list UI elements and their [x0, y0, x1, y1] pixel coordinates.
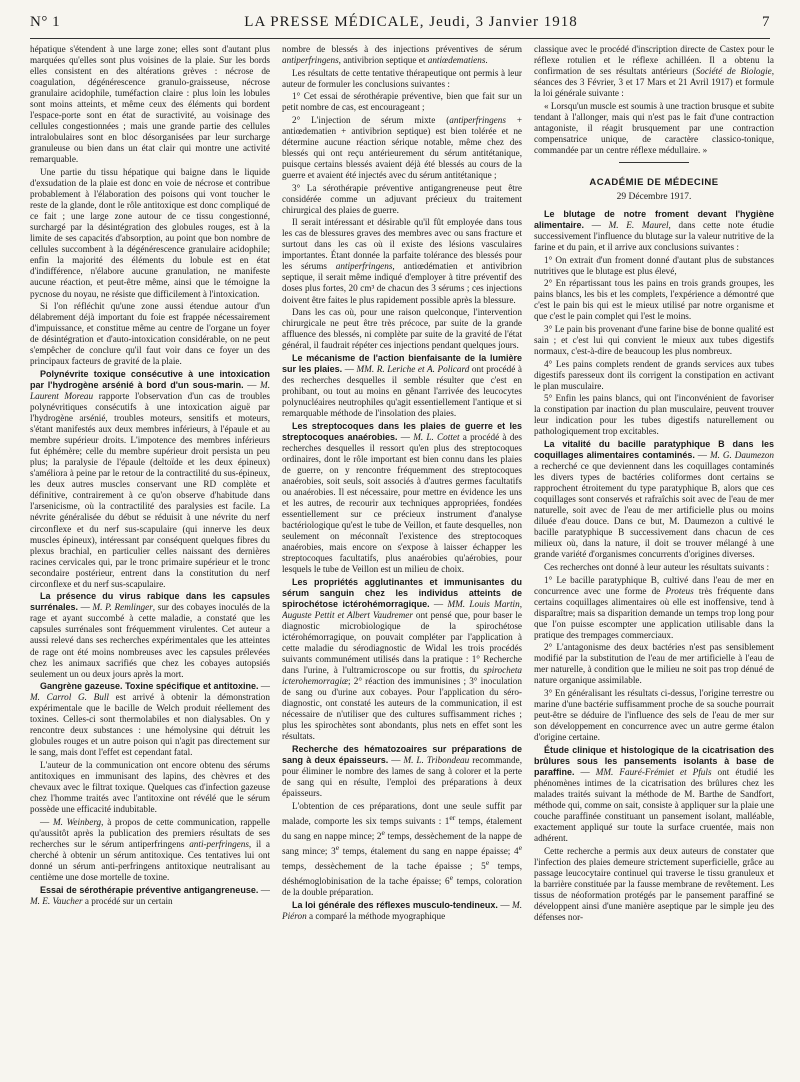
paragraph: L'auteur de la communication ont encore obtenu des sérums antitoxiques en immunisant des lapins, des chèvres et des chevaux avec le filtrat toxique. Quelques cas d'infection gazeuse chez l'homme traités avec l'antitoxine ont révélé que le sérum possède une efficacité indubitable. [30, 760, 270, 815]
column-3 [534, 44, 774, 1074]
column-3-top [534, 44, 774, 156]
paragraph: 2° L'injection de sérum mixte (antiperfringens + antiœdematien + antivibrion septique) est bien tolérée et ne détermine aucune réaction sérique notable, même chez des blessés qui ont reçu antérieurement du sérum antitétanique, puisque certains blessés avaient déjà été blessés au cours de la guerre et avaient été injectés avec du sérum antitétanique ; [282, 114, 522, 181]
page-number: 7 [762, 14, 770, 30]
paragraph: 1° Cet essai de sérothérapie préventive, bien que fait sur un petit nombre de cas, est encourageant ; [282, 91, 522, 113]
article-columns [30, 44, 775, 1074]
publication-title: LA PRESSE MÉDICALE, Jeudi, 3 Janvier 1918 [244, 14, 578, 30]
paragraph: Ces recherches ont donné à leur auteur les résultats suivants : [544, 562, 770, 573]
paragraph: La présence du virus rabique dans les capsules surrénales. — M. P. Remlinger, sur des cobayes inoculés de la rage et ayant succombé à cette maladie, a constaté que les capsules surrénales sont fréquemment virulentes. Cet auteur a aussi relevé dans ses recherches expérimentales que les atteintes de rage ont été moins nombreuses avec les capsules prélevées chez les animaux sacrifiés que chez les cobayes autopsiés seulement un ou deux jours après la mort. [30, 591, 270, 679]
paragraph: Polynévrite toxique consécutive à une intoxication par l'hydrogène arsénié à bord d'un sous-marin. — M. Laurent Moreau rapporte l'observation d'un cas de troubles polynévritiques consécutifs à une intoxication aiguë par l'hydrogène arsénié, troubles moteurs, sensitifs et moteurs, s'étant manifestés aux deux membres inférieurs, à l'épaule et au membre supérieur droits. L'impotence des membres inférieurs fut éphémère; celle du membre supérieur droit persista un peu plus; la paralysie de l'épaule (deltoïde et les deux épineux) s'améliora à peine par le retour de la contractilité du sus-épineux, les deux autres muscles conservant une RD complète et définitive, contrairement à ce qu'on observe d'habitude dans l'arsenicisme, où la contractilité des paralysies est facile. La névrite généralisée du début se réduisit à une névrite du nerf circonflexe et du nerf sus-scapulaire (qui innerve les deux muscles épineux), intéressant par conséquent quelques fibres du plexus brachial, en particulier celles naissant des dernières racines cervicales qui, par le tronc primaire supérieur et le tronc secondaire postérieur, entrent dans la constitution du nerf circonflexe et du nerf sus-scapulaire. [30, 368, 270, 589]
paragraph: 1° Le bacille paratyphique B, cultivé dans l'eau de mer en concurrence avec une forme de Proteus très fréquente dans certains coquillages alimentaires où elle est inoffensive, tend à disparaître; mais sa disparition demande un temps trop long pour que l'on puisse escompter une application utilisable dans la pratique des trempages commerciaux. [534, 574, 774, 640]
paragraph: hépatique s'étendent à une large zone; elles sont d'autant plus marquées qu'elles sont plus voisines de la plaie. Sur les bords elles consistent en des altérations grèves : nécrose de coagulation, dégénérescence granulo-graisseuse, nécrose granulaire acidophile, tuméfaction claire : plus loin les lobules sont moins atteints, et même ceux des éléments qui bordent l'espace-porte sont en état de suractivité, au voisinage des cellules congestionnées ; mais une grande partie des cellules intralobulaires sont en bloc désorganisées par leur surcharge granuleuse ou bien dans un état clair qui montre une activité remarquable. [30, 44, 270, 165]
column-2 [282, 44, 522, 1074]
paragraph: Gangrène gazeuse. Toxine spécifique et antitoxine. — M. Carrol G. Bull est arrivé à obtenir la démonstration expérimentale que le bacille de Welch produit réellement des toxines. Celles-ci sont thermolabiles et non dialysables. On y rencontre deux substances : une hémolysine qui détruit les globules rouges et un autre poison qui n'agit pas directement sur le sang, mais dont l'effet est cependant fatal. [30, 681, 270, 758]
section-date: 29 Décembre 1917. [616, 192, 692, 203]
paragraph: 3° La sérothérapie préventive antigangreneuse peut être considérée comme un adjuvant précieux du traitement chirurgical des plaies de guerre. [282, 182, 522, 215]
paragraph: 2° En répartissant tous les pains en trois grands groupes, les pains blancs, les bis et les complets, l'expérience a démontré que c'est le pain bis qui est le mieux utilisé par notre organisme et que c'est le pain complet qui l'est le moins. [534, 278, 774, 322]
paragraph: Les propriétés agglutinantes et immunisantes du sérum sanguin chez les individus atteints de spirochétose ictérohémorragique. — MM. Louis Martin, Auguste Pettit et Albert Vaudremer ont pensé que, pour baser le diagnostic microbiologique de la spirochétose ictérohémorragique, on pouvait compléter par l'application à cette maladie du sérodiagnostic de Widal les trois procédés suivants communément utilisés dans la pratique : 1° Recherche dans l'urine, à l'ultramicroscope ou sur frottis, du spirocheta icterohemorragiæ; 2° réaction des immunisines ; 3° inoculation de sang ou d'urine aux cobayes. Pour l'application du séro-diagnostic, ont constaté les auteurs de la communication, il est nécessaire de n'utiliser que des cultures suffisamment riches ; plus les spirochètes sont abondants, plus nets en effet sont les résultats. [282, 576, 522, 742]
issue-number: N° 1 [30, 14, 61, 30]
paragraph: L'obtention de ces préparations, dont une seule suffit par malade, comporte les six temps suivants : 1er temps, étalement du sang en nappe mince; 2e temps, dessèchement de la nappe de sang mince; 3e temps, étalement du sang en nappe épaisse; 4e temps, dessèchement de la tache épaisse ; 5e temps, déshémoglobinisation de la tache épaisse; 6e temps, coloration de la double préparation. [282, 800, 522, 898]
paragraph: 3° En généralisant les résultats ci-dessus, l'origine terrestre ou marine d'une bactérie suffisamment proche de sa souche pourrait peut-être se déduire de l'influence des sels de l'eau de mer sur son développement en concurrence avec un autre germe étalon d'origine certaine. [534, 688, 774, 743]
paragraph: Il serait intéressant et désirable qu'il fût employée dans tous les cas de blessures graves des membres avec ou sans fracture et surtout dans les cas où il existe des lésions vasculaires importantes. Étant donnée la parfaite tolérance des blessés pour les sérums antiperfringens, antiœdématien et antivibrion septique, il serait même indiqué d'employer à titre préventif des doses plus fortes, 20 cm³ de chacun des 3 sérums ; ces injections doivent être faites le plus rapidement possible après la blessure. [282, 217, 522, 305]
paragraph: Le blutage de notre froment devant l'hygiène alimentaire. — M. E. Maurel, dans cette note étudie successivement l'influence du blutage sur la valeur nutritive de la farine et du pain, et il arrive aux conclusions suivantes : [534, 209, 774, 253]
paragraph: 2° L'antagonisme des deux bactéries n'est pas sensiblement modifié par la substitution de l'eau de mer artificielle à l'eau de mer naturelle, à condition que le milieu ne soit pas trop dénué de nature organique assimilable. [534, 642, 774, 686]
paragraph: « Lorsqu'un muscle est soumis à une traction brusque et subite tendant à l'allonger, mais qui n'est pas le fait d'une contraction antagoniste, il réagit brusquement par une contraction compensatrice unique, de caractère classico-tonique, commandée par un centre réflexe médullaire. » [534, 100, 774, 155]
paragraph: Une partie du tissu hépatique qui baigne dans le liquide d'exsudation de la plaie est donc en voie de nécrose et contribue probablement à l'élaboration des poisons qui vont toucher le reste de la glande, dont le rôle antitoxique est donc compliqué de ce fait ; une large zone autour de ce tissu congestionné, surchargé par la désintégration des globules rouges, est à la limite de ses capacités d'absorption, au point que bon nombre de cellules succombent à la dégénérescence granulaire acidophile; enfin la majorité des éléments du lobule est en état d'indifférence, n'élabore aucune granulation, ne manifeste aucune réaction, et peut-être même, ainsi que le témoigne la pycnose du noyau, ne résiste que difficilement à l'intoxication. [30, 167, 270, 299]
page-header [30, 14, 770, 34]
header-rule [30, 38, 770, 39]
paragraph: Les résultats de cette tentative thérapeutique ont permis à leur auteur de formuler les conclusions suivantes : [282, 67, 522, 89]
paragraph: Étude clinique et histologique de la cicatrisation des brûlures sous les pansements isolants à base de paraffine. — MM. Fauré-Frémiet et Pfuls ont étudié les phénomènes intimes de la cicatrisation des brûlures chez les malades traités suivant la méthode de M. Barthe de Sandfort, méthode qui, comme on sait, consiste à appliquer sur la plaie une couche paraffinée constituant un pansement isolant, malléable, exactement appliqué sur toute la surface cruentée, mais non adhérent. [534, 744, 774, 844]
section-heading-academie: ACADÉMIE DE MÉDECINE [589, 176, 719, 188]
paragraph: La vitalité du bacille paratyphique B dans les coquillages alimentaires contaminés. — M. G. Daumezon a recherché ce que deviennent dans les coquillages contaminés les divers types de bactéries coliformes dont certains se rapprochent étroitement du type paratyphique B, alors que ces coquillages sont conservés et rafraîchis soit avec de l'eau de mer naturelle, soit avec de l'eau de mer artificielle plus ou moins diluée d'eau douce. Dans ce but, M. Daumezon a cultivé le bacille paratyphique B successivement dans chacun de ces milieux où, dans la nature, il doit se trouver mélangé à une grande variété d'organismes concurrents d'origines diverses. [534, 439, 774, 560]
column-3-bottom [534, 209, 774, 923]
paragraph: classique avec le procédé d'inscription directe de Castex pour le réflexe rotulien et le réflexe achilléen. Il a obtenu la confirmation de ses résultats antérieurs (Société de Biologie, séances des 3 Février, 3 et 17 Mars et 21 Avril 1917) et formule la loi générale suivante : [534, 44, 774, 99]
section-rule [619, 162, 689, 163]
column-1 [30, 44, 270, 1074]
paragraph: Les streptocoques dans les plaies de guerre et les streptocoques anaérobies. — M. L. Cottet a procédé à des recherches desquelles il ressort qu'en plus des streptocoques ordinaires, dont le rôle important est bien connu dans les plaies de guerre, on y rencontre fréquemment des streptocoques anaérobies, soit seuls, soit associés à d'autres germes facultatifs ou anaérobies. Il est nécessaire, pour mettre en évidence les uns et les autres, de recourir aux techniques appropriées, fondées essentiellement sur ce précieux instrument d'analyse bactériologique qu'est le tube de Veillon, et faute desquelles, non seulement on méconnaît l'existence des streptocoques anaérobies, mais encore on s'expose à laisser échapper les streptocoques facultatifs, plus anaérobies qu'aérobies, pour lesquels le tube de Veillon est un milieu de choix. [282, 420, 522, 575]
paragraph: — M. Weinberg, à propos de cette communication, rappelle qu'aussitôt après la publication des premiers résultats de ses recherches sur le sérum antiperfringens anti-perfringens, il a cherché à obtenir un sérum antitoxique. Ces tentatives lui ont donné un sérum anti-perfringens antitoxique neutralisant au centième une dose mortelle de toxine. [30, 816, 270, 882]
paragraph: Cette recherche a permis aux deux auteurs de constater que l'infection des plaies demeure strictement superficielle, grâce au passage leucocytaire continuel qui traverse le tissu granuleux et la barrière constituée par la fausse membrane de revêtement. Les tissus de néoformation protégés par le pansement paraffiné se développent ainsi d'une manière aseptique par le simple jeu des défenses nor- [534, 845, 774, 922]
paragraph: Dans les cas où, pour une raison quelconque, l'intervention chirurgicale ne peut être très précoce, par suite de la grande affluence des blessés, ni complète par suite de la gravité de l'état général, il faudrait répéter ces injections pendant quelques jours. [282, 307, 522, 351]
paragraph: Si l'on réfléchit qu'une zone aussi étendue autour d'un délabrement déjà important du foie est frappée nécessairement d'impuissance, et constitue même au centre de l'organe un foyer de désintégration et d'auto-intoxication considérable, on ne peut s'empêcher de conclure qu'il faut voir dans ce foyer un des principaux facteurs de gravité de la plaie. [30, 301, 270, 367]
paragraph: 5° Enfin les pains blancs, qui ont l'inconvénient de favoriser la constipation par inaction du plan musculaire, peuvent trouver leur indication pour les tubes digestifs naturellement ou pathologiquement trop excitables. [534, 393, 774, 437]
paragraph: 3° Le pain bis provenant d'une farine bise de bonne qualité est sain ; et c'est lui qui convient le mieux aux tubes digestifs normaux, c'est-à-dire de beaucoup les plus nombreux. [534, 324, 774, 357]
paragraph: La loi générale des réflexes musculo-tendineux. — M. Piéron a comparé la méthode myographique [282, 899, 522, 921]
paragraph: Le mécanisme de l'action bienfaisante de la lumière sur les plaies. — MM. R. Leriche et A. Policard ont procédé à des recherches desquelles il semble résulter que c'est en prohibant, ou tout au moins en gênant l'arrivée des leucocytes polynucléaires neutrophiles qu'agit essentiellement l'antique et si remarquable méthode de l'insolation des plaies. [282, 352, 522, 418]
paragraph: Essai de sérothérapie préventive antigangreneuse. — M. E. Vaucher a procédé sur un certain [30, 884, 270, 906]
paragraph: 4° Les pains complets rendent de grands services aux tubes digestifs paresseux dont ils corrigent la constipation en activant le plan musculaire. [534, 358, 774, 391]
paragraph: 1° On extrait d'un froment donné d'autant plus de substances nutritives que le blutage est plus élevé, [534, 254, 774, 276]
paragraph: nombre de blessés à des injections préventives de sérum antiperfringens, antivibrion septique et antiœdematiens. [282, 44, 522, 66]
paragraph: Recherche des hématozoaires sur préparations de sang à deux épaisseurs. — M. L. Tribondeau recommande, pour éliminer le nombre des lames de sang à colorer et la perte de sang qui en résulte, l'emploi des préparations à deux épaisseurs. [282, 743, 522, 799]
